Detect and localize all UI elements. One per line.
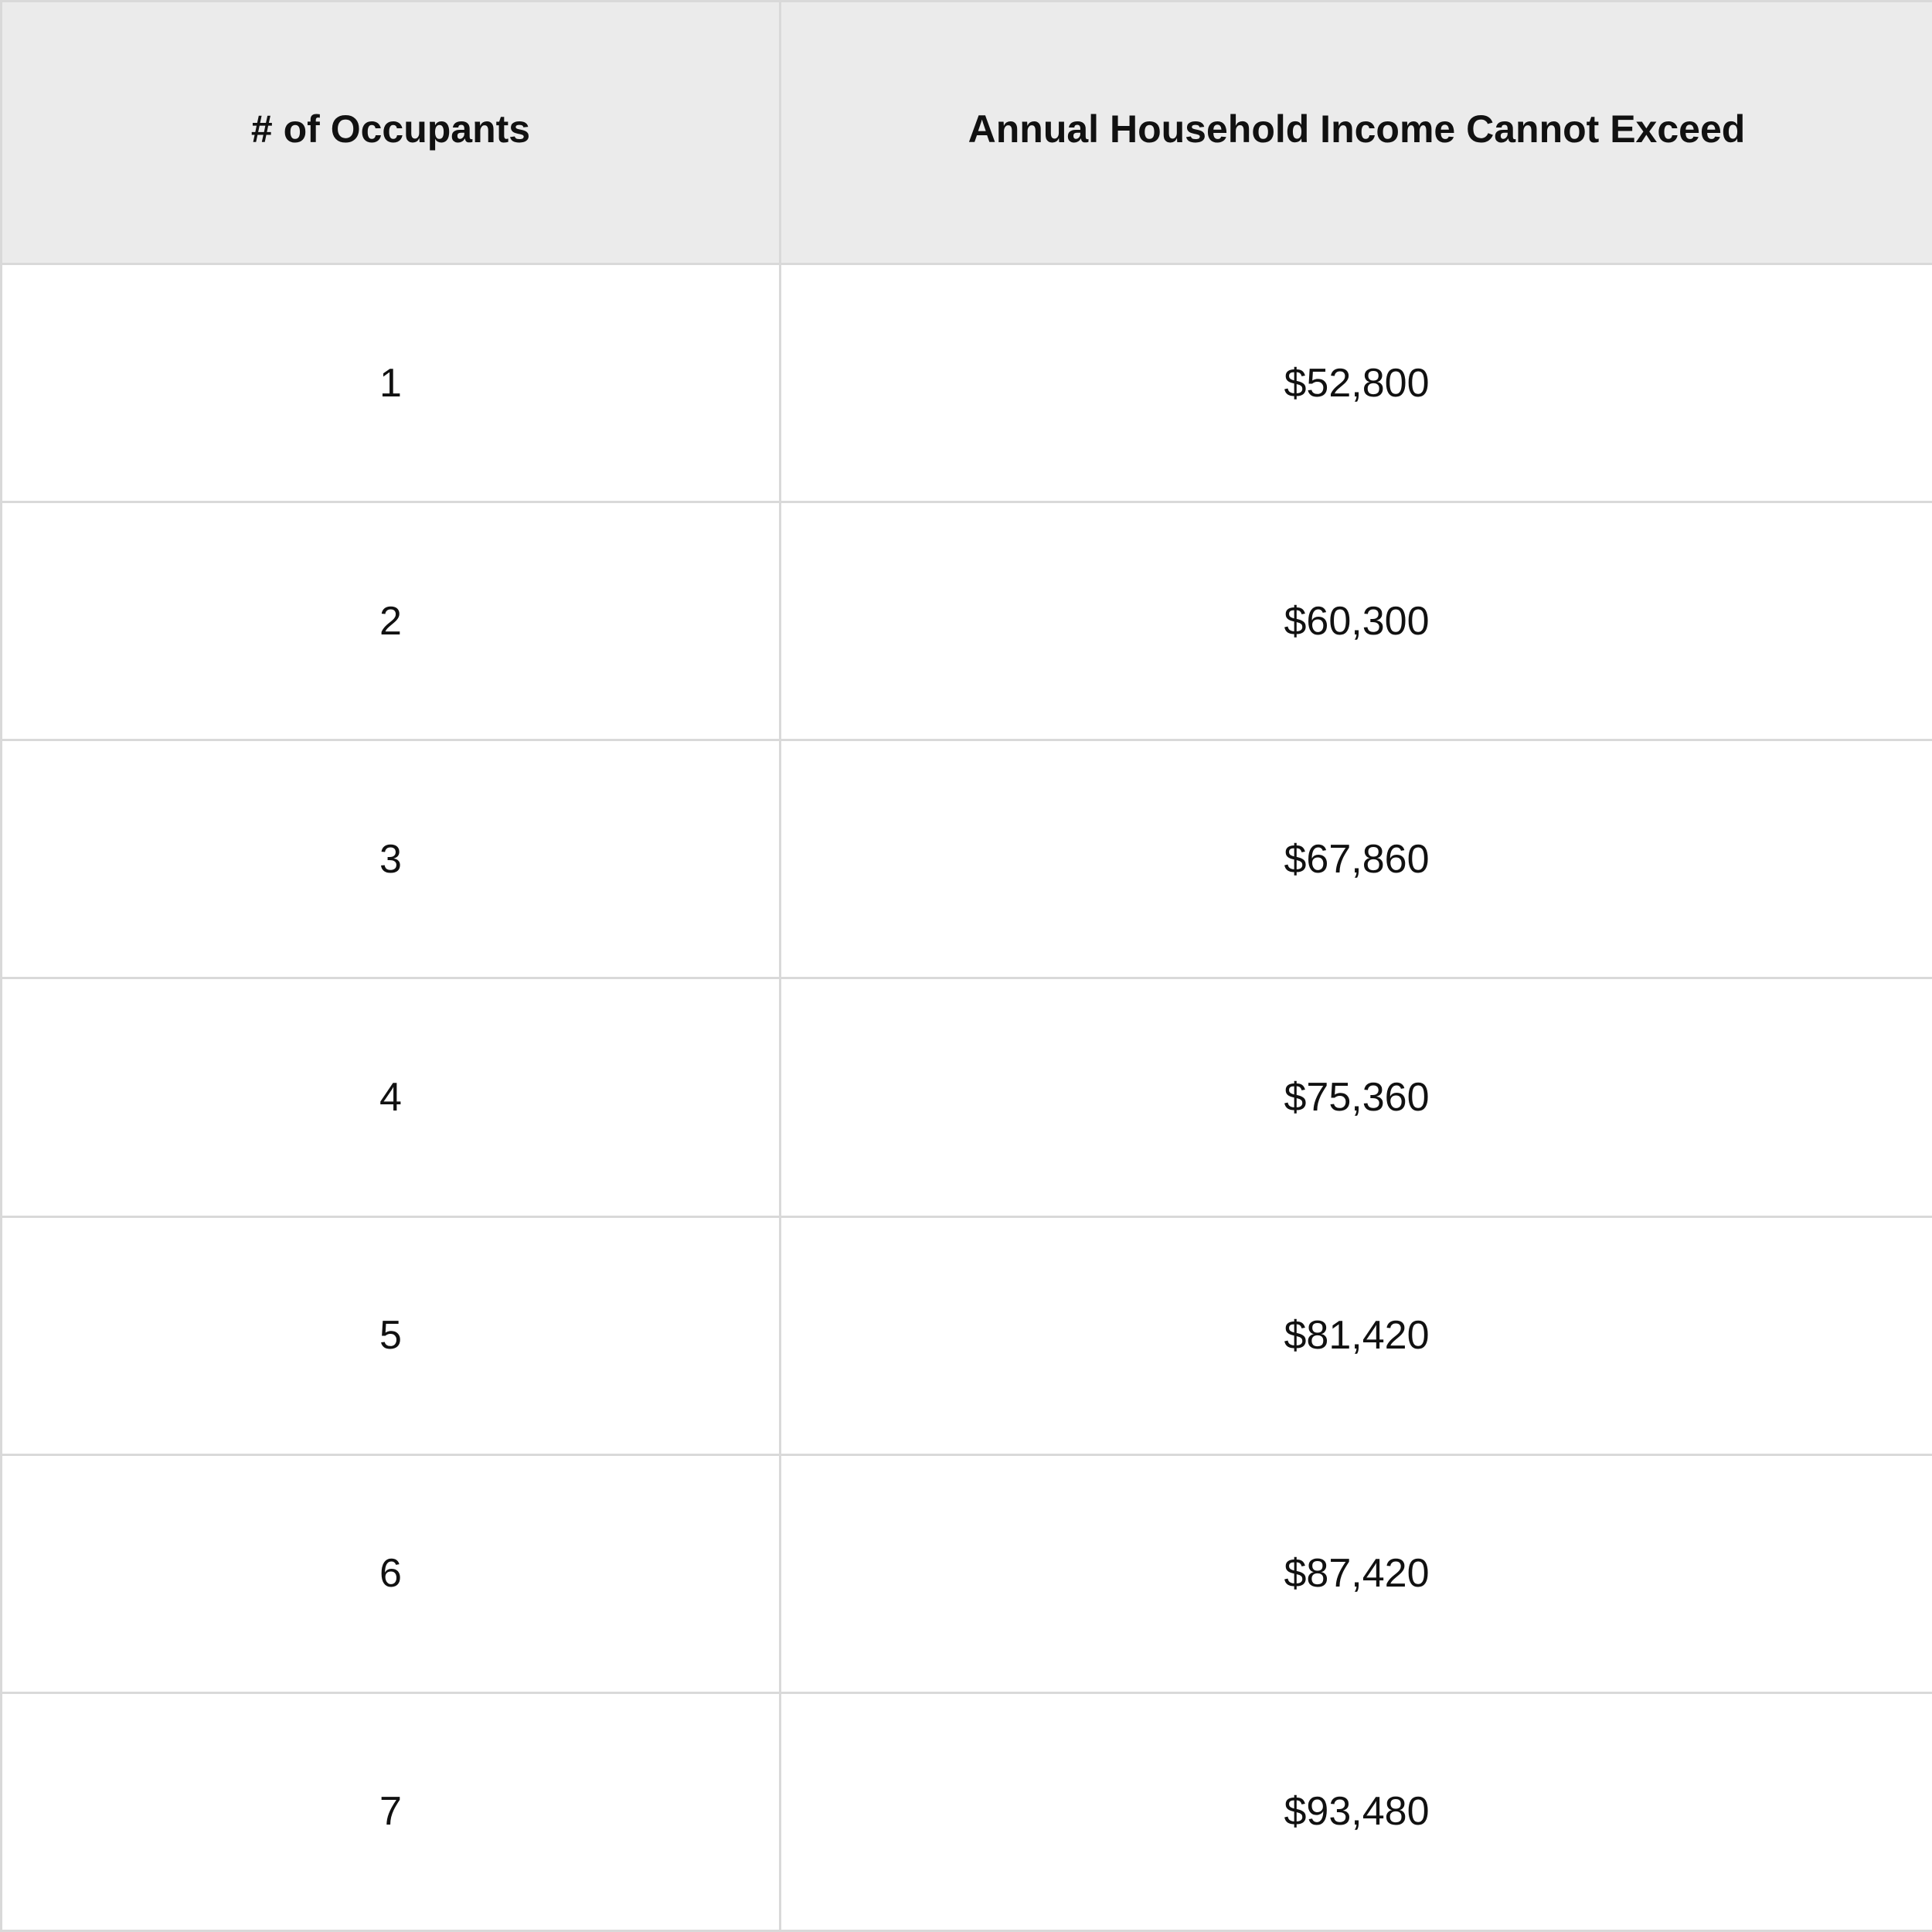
occupants-cell: 3	[2, 740, 781, 978]
header-row	[2, 2, 1932, 264]
income-cell: $87,420	[781, 1454, 1932, 1692]
table-body	[2, 264, 1932, 1931]
income-cell: $75,360	[781, 978, 1932, 1216]
occupants-cell: 4	[2, 978, 781, 1216]
table-row	[2, 1454, 1932, 1692]
occupants-cell: 6	[2, 1454, 781, 1692]
table-row	[2, 978, 1932, 1216]
income-cell: $93,480	[781, 1692, 1932, 1930]
table-row	[2, 1692, 1932, 1930]
income-column-header: Annual Household Income Cannot Exceed	[781, 2, 1932, 264]
table-row	[2, 264, 1932, 502]
occupants-cell: 5	[2, 1216, 781, 1454]
income-cell: $67,860	[781, 740, 1932, 978]
table-row	[2, 502, 1932, 740]
table-row	[2, 1216, 1932, 1454]
table-row	[2, 740, 1932, 978]
occupants-cell: 2	[2, 502, 781, 740]
income-cell: $60,300	[781, 502, 1932, 740]
occupants-cell: 7	[2, 1692, 781, 1930]
occupants-column-header: # of Occupants	[2, 2, 781, 264]
table-header	[2, 2, 1932, 264]
occupants-cell: 1	[2, 264, 781, 502]
income-cell: $81,420	[781, 1216, 1932, 1454]
income-cell: $52,800	[781, 264, 1932, 502]
